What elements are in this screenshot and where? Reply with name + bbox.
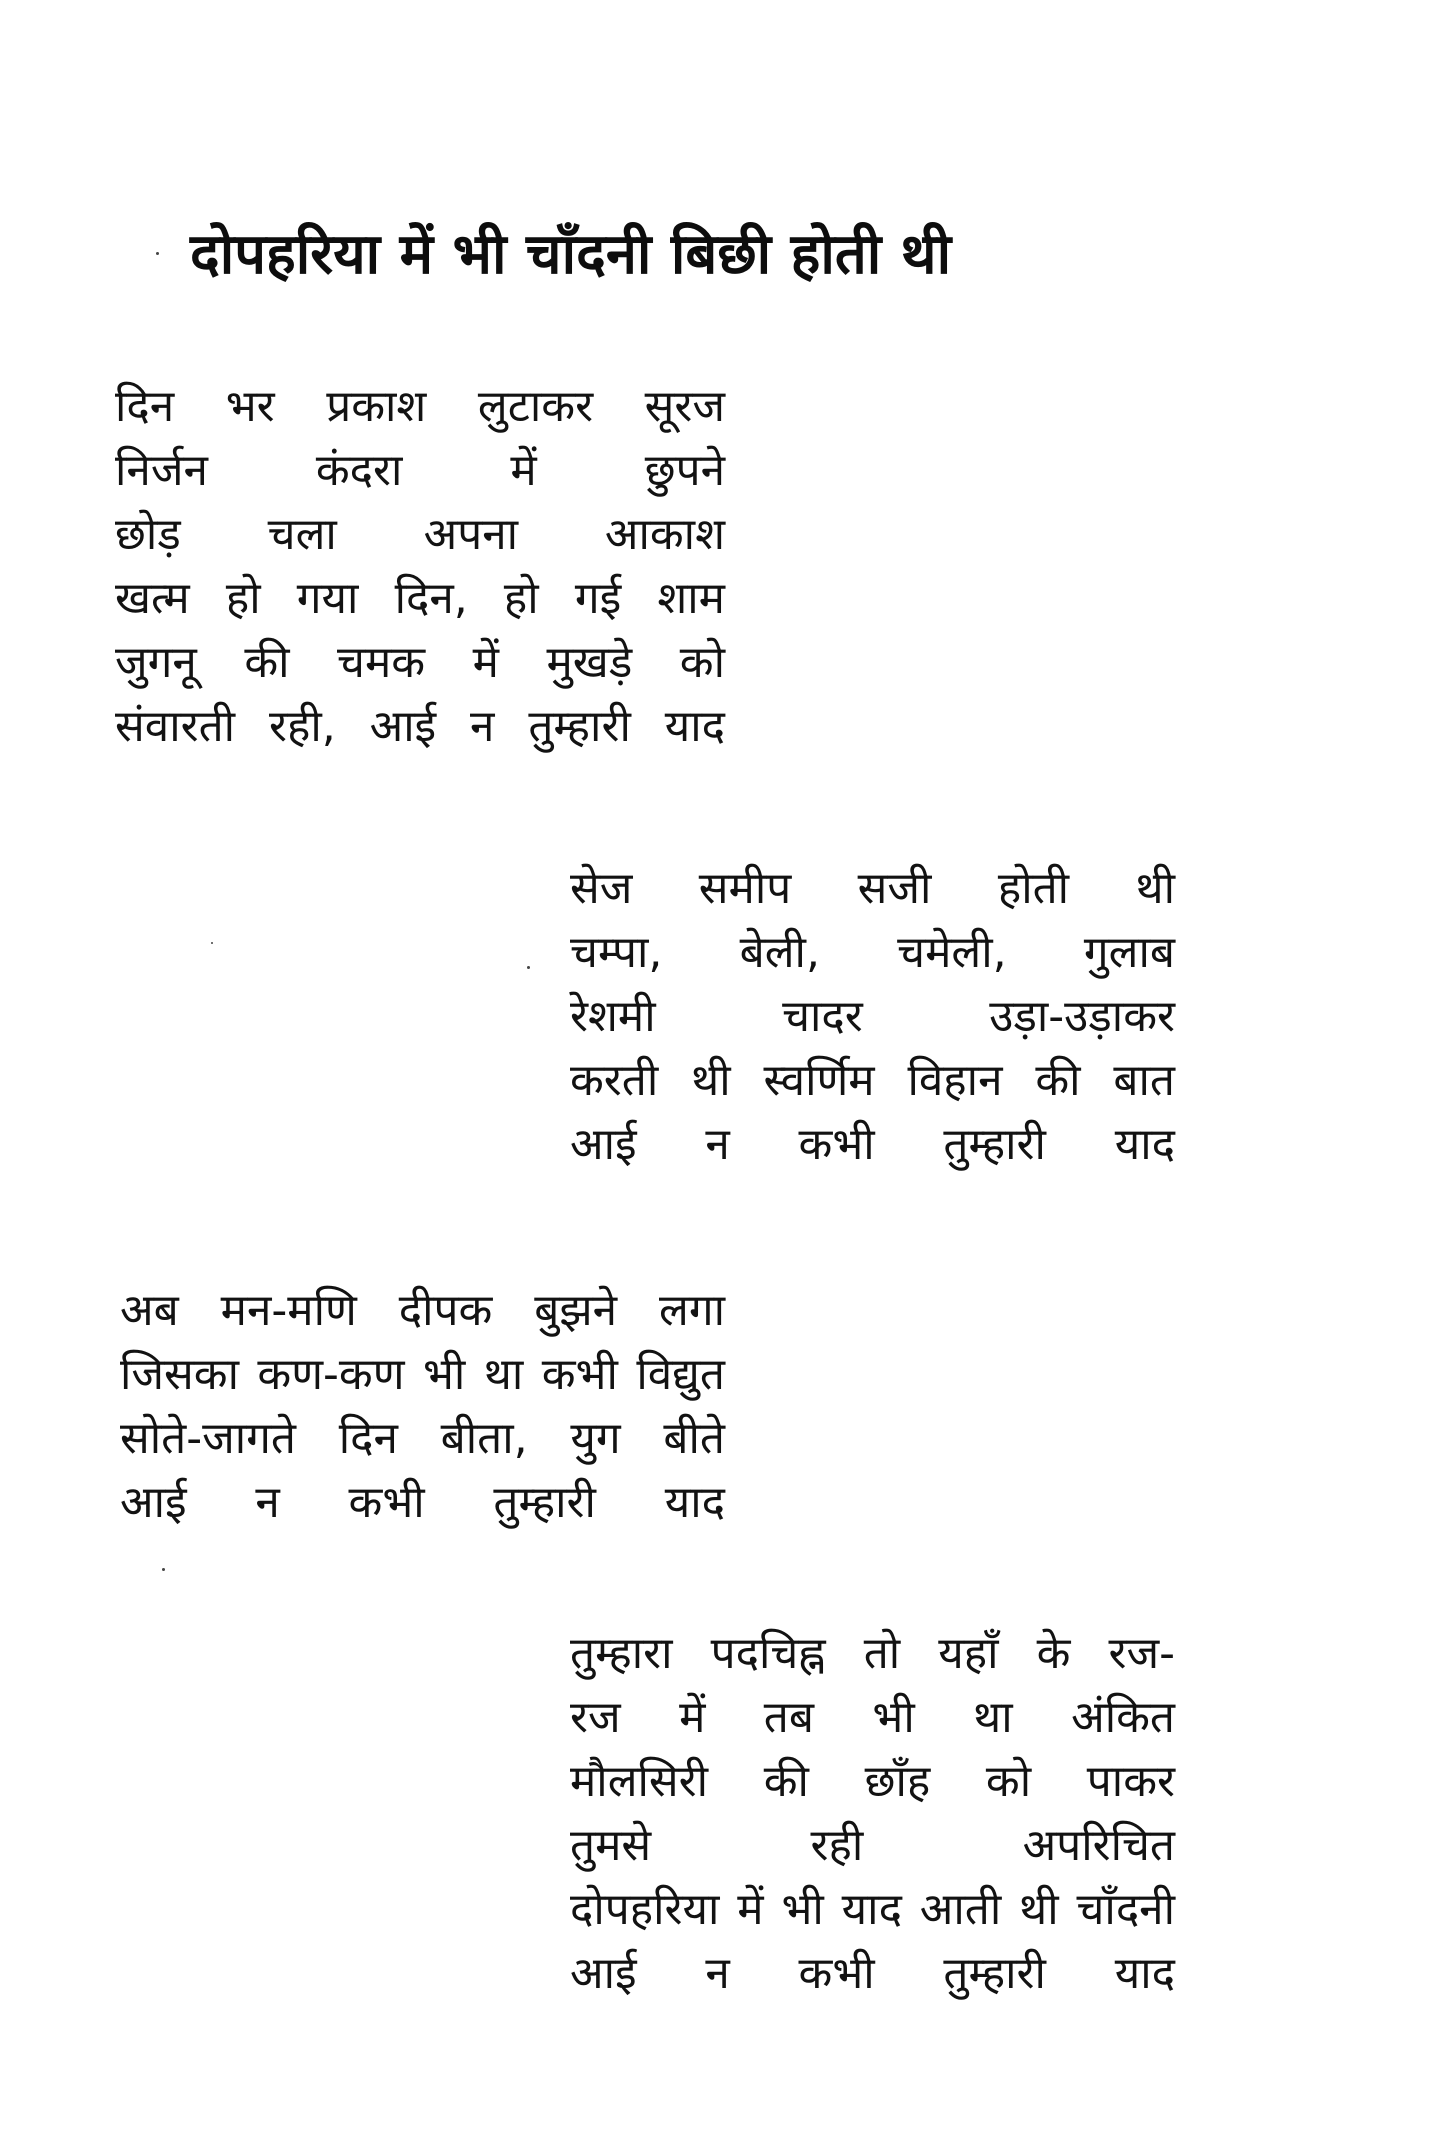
poem-line: रज में तब भी था अंकित [570,1692,1175,1743]
poem-line: मौलसिरी की छाँह को पाकर [570,1756,1175,1807]
scan-speck [211,942,213,944]
poem-line: अब मन-मणि दीपक बुझने लगा [120,1285,725,1336]
stanza-1 [115,375,725,759]
poem-line: करती थी स्वर्णिम विहान की बात [570,1055,1175,1106]
poem-line: चम्पा, बेली, चमेली, गुलाब [570,927,1175,978]
poem-line: आई न कभी तुम्हारी याद [570,1119,1175,1170]
poem-title: दोपहरिया में भी चाँदनी बिछी होती थी [190,222,952,287]
poem-line: छोड़ चला अपना आकाश [115,509,726,560]
scan-speck [162,1568,165,1571]
poem-line: रेशमी चादर उड़ा-उड़ाकर [570,991,1175,1042]
poem-line: जिसका कण-कण भी था कभी विद्युत [120,1349,725,1400]
poem-line: संवारती रही, आई न तुम्हारी याद [115,701,725,752]
poem-line: सोते-जागते दिन बीता, युग बीते [120,1413,725,1464]
poem-line: दोपहरिया में भी याद आती थी चाँदनी [570,1884,1175,1935]
poem-line: तुमसे रही अपरिचित [570,1820,1175,1871]
poem-line: निर्जन कंदरा में छुपने [115,445,725,496]
poem-line: आई न कभी तुम्हारी याद [570,1948,1175,1999]
poem-line: दिन भर प्रकाश लुटाकर सूरज [115,381,725,432]
stanza-4 [570,1622,1175,2006]
stanza-3 [120,1279,725,1535]
scan-speck [156,252,159,255]
poem-line: जुगनू की चमक में मुखड़े को [115,637,725,688]
poem-line: आई न कभी तुम्हारी याद [120,1477,725,1528]
stanza-2 [570,857,1175,1177]
poem-line: सेज समीप सजी होती थी [570,863,1175,914]
scan-speck [527,966,530,969]
poem-line: तुम्हारा पदचिह्न तो यहाँ के रज- [570,1628,1175,1679]
poem-line: खत्म हो गया दिन, हो गई शाम [115,573,725,624]
